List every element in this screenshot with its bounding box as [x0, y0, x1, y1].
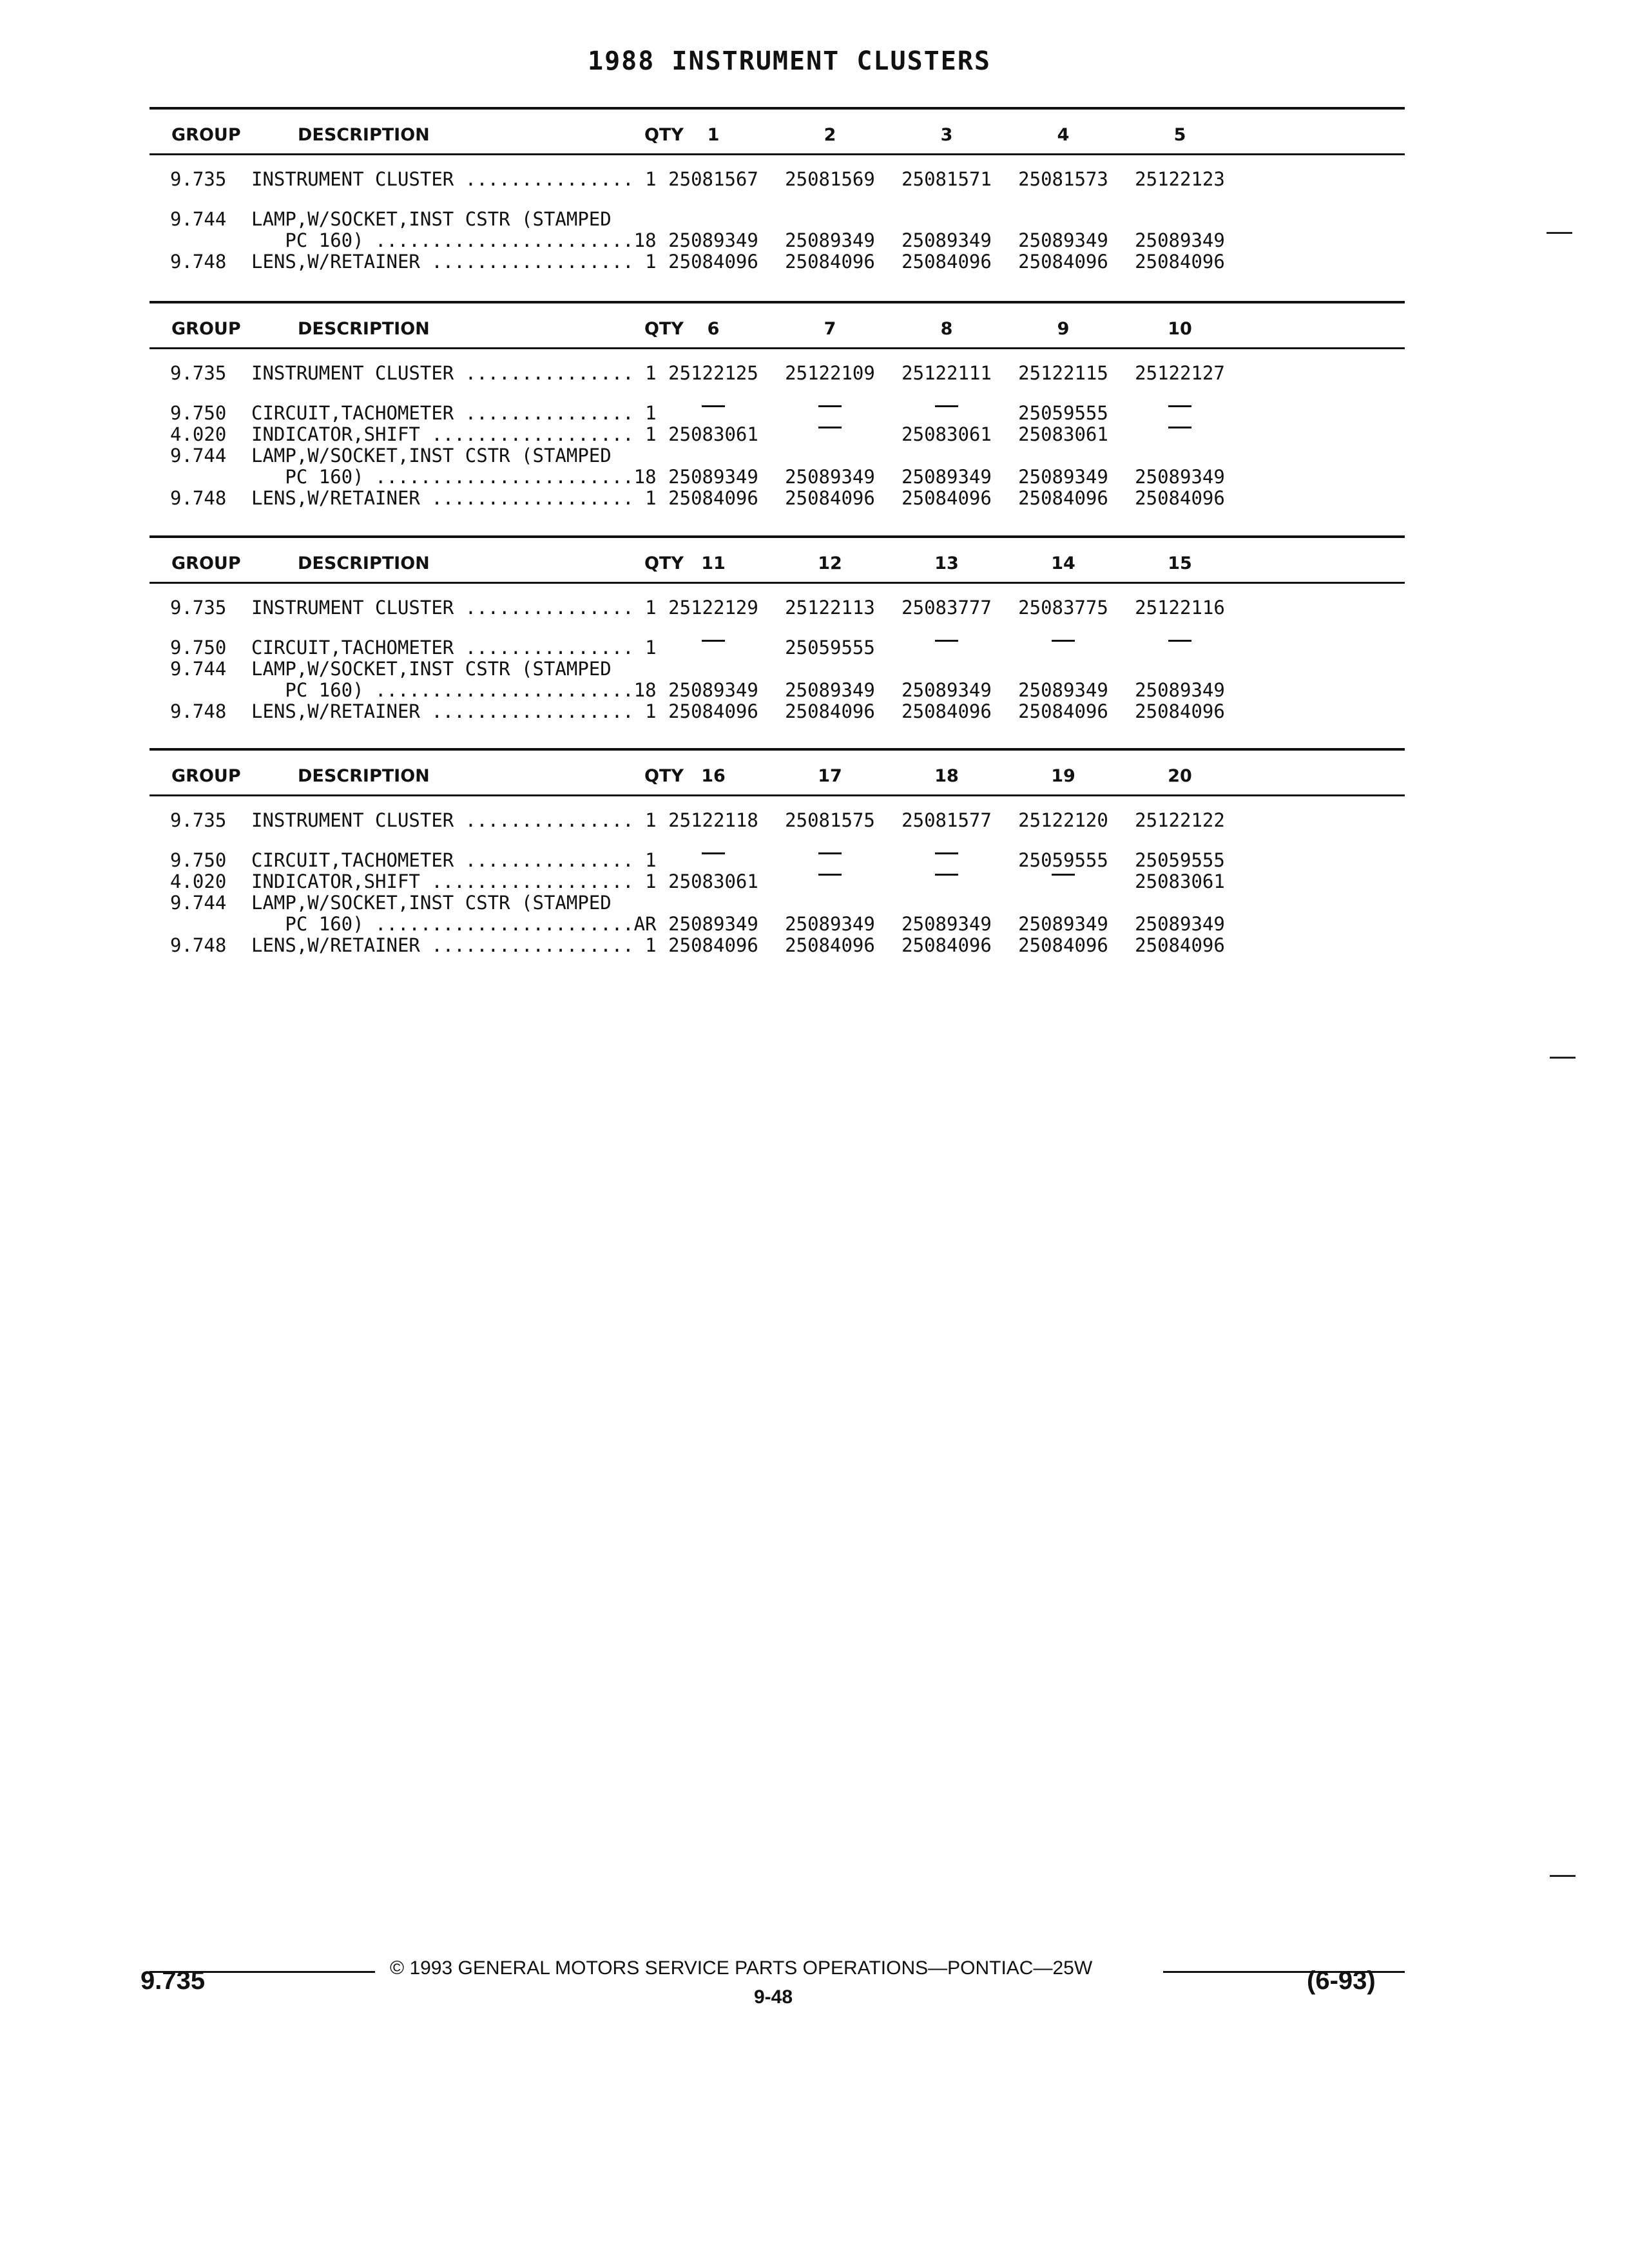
not-applicable-dash	[818, 427, 842, 428]
row-description: LAMP,W/SOCKET,INST CSTR (STAMPED	[251, 892, 612, 914]
part-number: 25122111	[901, 362, 992, 384]
header-column-3: 3	[940, 125, 953, 145]
row-group-number: 9.744	[170, 658, 227, 680]
header-column-7: 7	[824, 319, 836, 339]
not-applicable-dash	[1168, 640, 1191, 642]
header-column-16: 16	[701, 766, 726, 786]
part-number: 25081575	[785, 809, 875, 831]
header-group: GROUP	[171, 125, 241, 145]
scan-mark	[1550, 1875, 1576, 1877]
row-group-number: 9.748	[170, 934, 227, 956]
row-description: LAMP,W/SOCKET,INST CSTR (STAMPED	[251, 445, 612, 466]
header-group: GROUP	[171, 319, 241, 339]
part-number: 25089349	[1135, 913, 1225, 935]
part-number: 25089349	[1135, 466, 1225, 488]
header-description: DESCRIPTION	[298, 319, 430, 339]
part-number: 25084096	[785, 700, 875, 722]
header-column-19: 19	[1051, 766, 1075, 786]
part-number: 25084096	[785, 934, 875, 956]
part-number: 25089349	[1135, 229, 1225, 251]
row-description: INDICATOR,SHIFT .................. 1	[251, 870, 657, 892]
row-group-number: 9.744	[170, 208, 227, 230]
header-group: GROUP	[171, 766, 241, 786]
part-number: 25122109	[785, 362, 875, 384]
part-number: 25084096	[668, 251, 758, 273]
header-group: GROUP	[171, 553, 241, 573]
part-number: 25081571	[901, 168, 992, 190]
part-number: 25089349	[1018, 466, 1108, 488]
not-applicable-dash	[702, 405, 725, 407]
row-description: PC 160) .......................18	[251, 679, 657, 701]
row-description: INSTRUMENT CLUSTER ............... 1	[251, 809, 657, 831]
not-applicable-dash	[1052, 874, 1075, 876]
part-number: 25089349	[785, 466, 875, 488]
not-applicable-dash	[935, 852, 958, 854]
section-header-rule	[149, 347, 1405, 349]
section-header-rule	[149, 582, 1405, 584]
row-description: PC 160) .......................18	[251, 466, 657, 488]
header-column-2: 2	[824, 125, 836, 145]
part-number: 25089349	[1018, 913, 1108, 935]
row-group-number: 4.020	[170, 423, 227, 445]
header-column-18: 18	[934, 766, 959, 786]
part-number: 25084096	[785, 251, 875, 273]
part-number: 25084096	[1135, 487, 1225, 509]
not-applicable-dash	[702, 640, 725, 642]
part-number: 25081567	[668, 168, 758, 190]
header-column-8: 8	[940, 319, 953, 339]
section-header-rule	[149, 794, 1405, 796]
header-description: DESCRIPTION	[298, 553, 430, 573]
scan-mark	[1550, 1057, 1576, 1059]
part-number: 25084096	[668, 700, 758, 722]
not-applicable-dash	[1052, 640, 1075, 642]
part-number: 25089349	[668, 913, 758, 935]
part-number: 25084096	[1018, 251, 1108, 273]
part-number: 25089349	[901, 679, 992, 701]
header-description: DESCRIPTION	[298, 125, 430, 145]
header-column-6: 6	[707, 319, 720, 339]
row-description: CIRCUIT,TACHOMETER ............... 1	[251, 849, 657, 871]
part-number: 25089349	[901, 229, 992, 251]
part-number: 25083061	[668, 423, 758, 445]
row-description: CIRCUIT,TACHOMETER ............... 1	[251, 637, 657, 658]
not-applicable-dash	[702, 852, 725, 854]
header-description: DESCRIPTION	[298, 766, 430, 786]
row-group-number: 9.735	[170, 597, 227, 619]
section-header-rule	[149, 153, 1405, 155]
header-column-4: 4	[1057, 125, 1070, 145]
part-number: 25081577	[901, 809, 992, 831]
header-qty: QTY	[644, 319, 684, 339]
part-number: 25081573	[1018, 168, 1108, 190]
header-column-12: 12	[818, 553, 842, 573]
row-group-number: 9.744	[170, 445, 227, 466]
part-number: 25089349	[668, 679, 758, 701]
footer-section-code: 9.735	[140, 1966, 206, 1995]
header-column-17: 17	[818, 766, 842, 786]
part-number: 25084096	[1018, 700, 1108, 722]
part-number: 25084096	[668, 934, 758, 956]
header-qty: QTY	[644, 553, 684, 573]
row-description: LENS,W/RETAINER .................. 1	[251, 700, 657, 722]
not-applicable-dash	[1168, 427, 1191, 428]
row-group-number: 9.750	[170, 402, 227, 424]
part-number: 25122115	[1018, 362, 1108, 384]
header-column-10: 10	[1168, 319, 1192, 339]
row-group-number: 9.735	[170, 362, 227, 384]
header-qty: QTY	[644, 766, 684, 786]
header-column-20: 20	[1168, 766, 1192, 786]
not-applicable-dash	[818, 405, 842, 407]
part-number: 25059555	[1018, 402, 1108, 424]
part-number: 25084096	[901, 700, 992, 722]
part-number: 25084096	[1135, 934, 1225, 956]
not-applicable-dash	[935, 874, 958, 876]
part-number: 25089349	[785, 229, 875, 251]
part-number: 25089349	[1135, 679, 1225, 701]
not-applicable-dash	[935, 405, 958, 407]
part-number: 25084096	[668, 487, 758, 509]
header-column-11: 11	[701, 553, 726, 573]
section-top-rule	[149, 748, 1405, 751]
row-group-number: 9.748	[170, 487, 227, 509]
part-number: 25084096	[901, 251, 992, 273]
part-number: 25122123	[1135, 168, 1225, 190]
header-qty: QTY	[644, 125, 684, 145]
row-description: LENS,W/RETAINER .................. 1	[251, 487, 657, 509]
part-number: 25089349	[1018, 679, 1108, 701]
footer-page-number: 9-48	[753, 1986, 793, 2008]
row-description: LENS,W/RETAINER .................. 1	[251, 251, 657, 273]
section-top-rule	[149, 301, 1405, 303]
row-description: LENS,W/RETAINER .................. 1	[251, 934, 657, 956]
row-description: CIRCUIT,TACHOMETER ............... 1	[251, 402, 657, 424]
row-group-number: 9.735	[170, 809, 227, 831]
row-description: LAMP,W/SOCKET,INST CSTR (STAMPED	[251, 658, 612, 680]
part-number: 25059555	[785, 637, 875, 658]
part-number: 25089349	[1018, 229, 1108, 251]
section-top-rule	[149, 107, 1405, 110]
part-number: 25122118	[668, 809, 758, 831]
part-number: 25083061	[1018, 423, 1108, 445]
part-number: 25084096	[901, 487, 992, 509]
part-number: 25059555	[1018, 849, 1108, 871]
part-number: 25089349	[785, 913, 875, 935]
not-applicable-dash	[1168, 405, 1191, 407]
part-number: 25084096	[1135, 251, 1225, 273]
part-number: 25083777	[901, 597, 992, 619]
part-number: 25089349	[785, 679, 875, 701]
part-number: 25122113	[785, 597, 875, 619]
header-column-9: 9	[1057, 319, 1070, 339]
part-number: 25089349	[668, 466, 758, 488]
row-description: INSTRUMENT CLUSTER ............... 1	[251, 168, 657, 190]
part-number: 25089349	[668, 229, 758, 251]
part-number: 25081569	[785, 168, 875, 190]
footer-copyright: © 1993 GENERAL MOTORS SERVICE PARTS OPERATIONS—PONTIAC—25W	[390, 1957, 1093, 1979]
not-applicable-dash	[818, 852, 842, 854]
row-description: INSTRUMENT CLUSTER ............... 1	[251, 362, 657, 384]
part-number: 25059555	[1135, 849, 1225, 871]
part-number: 25122129	[668, 597, 758, 619]
part-number: 25083061	[901, 423, 992, 445]
part-number: 25084096	[901, 934, 992, 956]
row-description: INSTRUMENT CLUSTER ............... 1	[251, 597, 657, 619]
not-applicable-dash	[935, 640, 958, 642]
part-number: 25083061	[1135, 870, 1225, 892]
row-description: INDICATOR,SHIFT .................. 1	[251, 423, 657, 445]
part-number: 25084096	[1018, 487, 1108, 509]
part-number: 25083775	[1018, 597, 1108, 619]
header-column-13: 13	[934, 553, 959, 573]
row-group-number: 9.748	[170, 251, 227, 273]
section-top-rule	[149, 535, 1405, 538]
part-number: 25122127	[1135, 362, 1225, 384]
part-number: 25122122	[1135, 809, 1225, 831]
part-number: 25084096	[785, 487, 875, 509]
header-column-5: 5	[1173, 125, 1186, 145]
row-group-number: 9.748	[170, 700, 227, 722]
part-number: 25122125	[668, 362, 758, 384]
scan-mark	[1547, 232, 1572, 234]
header-column-15: 15	[1168, 553, 1192, 573]
row-group-number: 4.020	[170, 870, 227, 892]
part-number: 25122116	[1135, 597, 1225, 619]
part-number: 25084096	[1018, 934, 1108, 956]
row-group-number: 9.750	[170, 637, 227, 658]
footer-date-code: (6-93)	[1307, 1966, 1376, 1995]
header-column-1: 1	[707, 125, 720, 145]
row-description: PC 160) .......................18	[251, 229, 657, 251]
page-title: 1988 INSTRUMENT CLUSTERS	[588, 46, 991, 76]
row-group-number: 9.744	[170, 892, 227, 914]
part-number: 25089349	[901, 466, 992, 488]
header-column-14: 14	[1051, 553, 1075, 573]
not-applicable-dash	[818, 874, 842, 876]
part-number: 25089349	[901, 913, 992, 935]
part-number: 25122120	[1018, 809, 1108, 831]
part-number: 25084096	[1135, 700, 1225, 722]
row-description: PC 160) .......................AR	[251, 913, 657, 935]
row-group-number: 9.735	[170, 168, 227, 190]
row-description: LAMP,W/SOCKET,INST CSTR (STAMPED	[251, 208, 612, 230]
row-group-number: 9.750	[170, 849, 227, 871]
part-number: 25083061	[668, 870, 758, 892]
